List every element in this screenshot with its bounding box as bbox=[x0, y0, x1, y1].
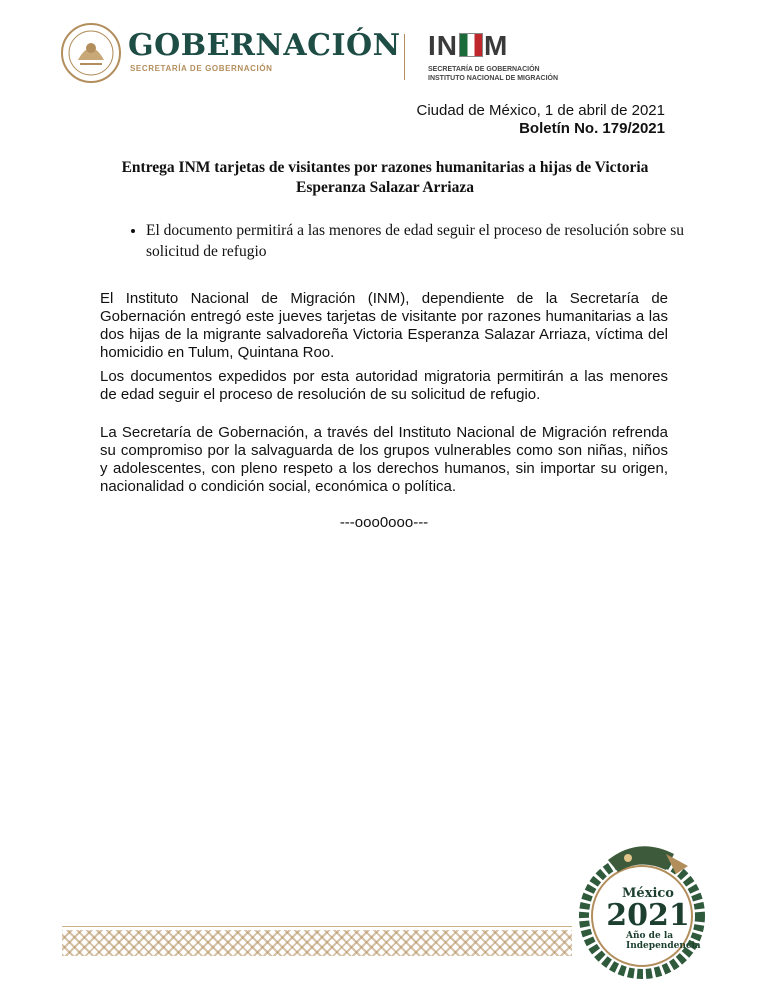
closing-mark: ---ooo0ooo--- bbox=[339, 514, 429, 531]
national-seal-icon bbox=[60, 22, 122, 84]
emblem-caption-line2: Independencia bbox=[626, 941, 701, 951]
inm-logo-left: IN bbox=[428, 30, 458, 61]
emblem-caption-line1: Año de la bbox=[626, 931, 674, 941]
summary-bullet: • El documento permitirá a las menores de edad seguir el proceso de resolución sobre su solicitud de refugio bbox=[146, 220, 720, 262]
footer-pattern bbox=[62, 930, 572, 956]
emblem-mexico: México bbox=[622, 886, 674, 901]
gobernacion-subtitle: SECRETARÍA DE GOBERNACIÓN bbox=[130, 64, 273, 73]
inm-subtitle-line1: SECRETARÍA DE GOBERNACIÓN bbox=[428, 66, 540, 73]
press-release-title: Entrega INM tarjetas de visitantes por razones humanitarias a hijas de Victoria Esperanza Salazar Arriaza bbox=[121, 159, 649, 196]
letterhead bbox=[56, 14, 716, 94]
inm-logo-right: M bbox=[484, 30, 509, 61]
body-paragraph-2: Los documentos expedidos por esta autoridad migratoria permitirán a las menores de edad seguir el proceso de resolución de su solicitud de refugio. bbox=[100, 368, 668, 403]
emblem-year: 2021 bbox=[606, 898, 690, 933]
place-date: Ciudad de México, 1 de abril de 2021 bbox=[416, 102, 665, 119]
emblem-text bbox=[598, 886, 701, 951]
dateline bbox=[417, 102, 666, 138]
inm-logo bbox=[428, 30, 508, 62]
body-paragraph-3: La Secretaría de Gobernación, a través del Instituto Nacional de Migración refrenda su compromiso por la salvaguarda de los grupos vulnerables como son niñas, niños y adolescentes, con pleno respeto a los derechos humanos, sin importar su origen, nacionalidad o condición social, económica o política. bbox=[100, 424, 668, 495]
summary-bullets bbox=[100, 220, 720, 262]
flag-icon bbox=[459, 33, 483, 57]
gobernacion-title: GOBERNACIÓN bbox=[128, 28, 401, 63]
footer-rule bbox=[62, 926, 572, 927]
body-paragraph-1: El Instituto Nacional de Migración (INM), dependiente de la Secretaría de Gobernación entregó este jueves tarjetas de visitante por razones humanitarias a las dos hijas de la migrante salvadoreña Victoria Esperanza Salazar Arriaza, víctima del homicidio en Tulum, Quintana Roo. bbox=[100, 290, 668, 361]
inm-subtitle bbox=[428, 65, 558, 83]
inm-subtitle-line2: INSTITUTO NACIONAL DE MIGRACIÓN bbox=[428, 75, 559, 82]
header-divider bbox=[404, 34, 405, 80]
bulletin-number: Boletín No. 179/2021 bbox=[519, 120, 665, 137]
